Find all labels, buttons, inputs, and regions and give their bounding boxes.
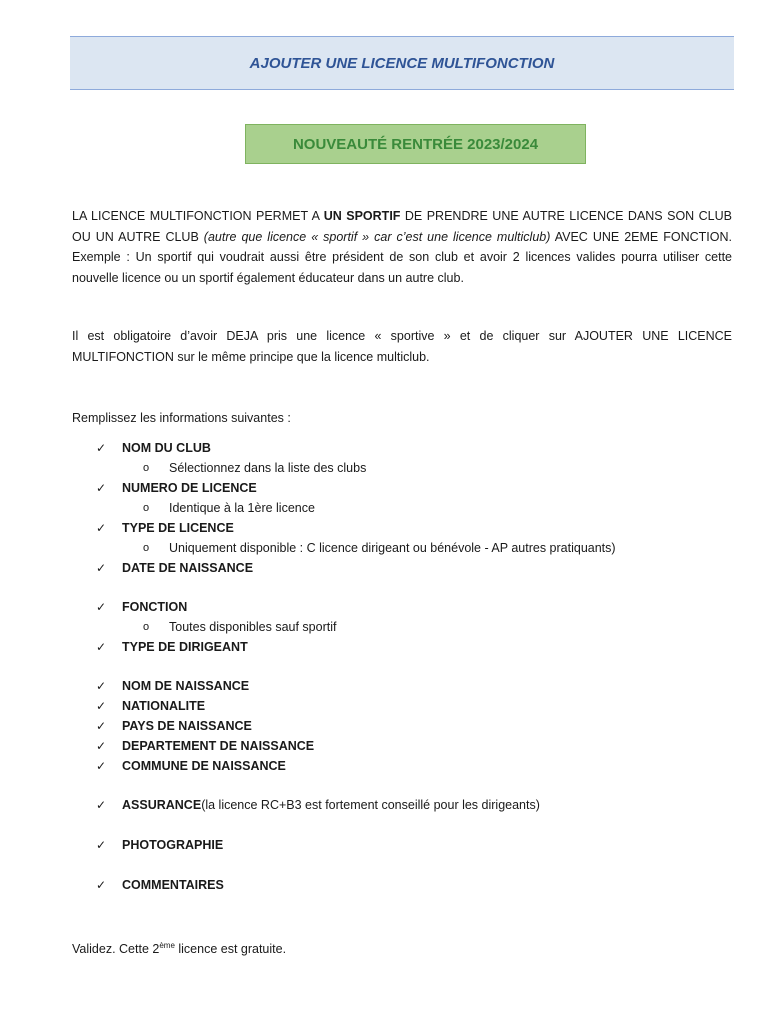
item-label: NATIONALITE <box>122 699 206 713</box>
form-intro: Remplissez les informations suivantes : <box>72 411 291 425</box>
list-item <box>96 637 248 657</box>
sub-list-item <box>143 498 315 518</box>
checkmark-icon: ✓ <box>96 679 107 693</box>
item-label: COMMENTAIRES <box>122 878 224 892</box>
list-item <box>96 438 211 458</box>
sub-list-item <box>143 458 366 478</box>
checkmark-icon: ✓ <box>96 878 107 892</box>
sub-list-item <box>143 538 616 558</box>
checkmark-icon: ✓ <box>96 719 107 733</box>
circle-bullet-icon: o <box>143 462 150 474</box>
list-item <box>96 478 257 498</box>
sub-item-text: Toutes disponibles sauf sportif <box>169 620 337 634</box>
paragraph-italic-text: (autre que licence « sportif » car c’est une licence multiclub) <box>203 229 551 244</box>
checkmark-icon: ✓ <box>96 640 107 654</box>
sub-item-text: Sélectionnez dans la liste des clubs <box>169 461 367 475</box>
sub-item-text: Uniquement disponible : C licence dirigeant ou bénévole - AP autres pratiquants) <box>169 541 616 555</box>
final-note <box>72 936 286 959</box>
list-item <box>96 736 314 756</box>
circle-bullet-icon: o <box>143 542 150 554</box>
list-item <box>96 756 286 776</box>
sub-list-item <box>143 617 336 637</box>
checkmark-icon: ✓ <box>96 699 107 713</box>
circle-bullet-icon: o <box>143 621 150 633</box>
checkmark-icon: ✓ <box>96 798 107 812</box>
list-item <box>96 716 252 736</box>
list-item <box>96 676 249 696</box>
description-paragraph <box>72 206 732 288</box>
requirement-paragraph: Il est obligatoire d’avoir DEJA pris une licence « sportive » et de cliquer sur AJOUTER UNE LICENCE MULTIFONCTION sur le même principe que la licence multiclub. <box>72 329 732 364</box>
paragraph-bold-text: UN SPORTIF <box>323 209 401 223</box>
title-banner <box>70 36 734 90</box>
final-superscript: ème <box>159 941 175 950</box>
checkmark-icon: ✓ <box>96 739 107 753</box>
list-item <box>96 518 234 538</box>
item-label: NOM DE NAISSANCE <box>122 679 250 693</box>
checkmark-icon: ✓ <box>96 838 107 852</box>
item-label: TYPE DE LICENCE <box>122 521 234 535</box>
paragraph-text: DE PRENDRE UNE AUTRE LICENCE DANS SON CLUB OU UN AUTRE CLUB <box>72 209 732 244</box>
final-text: Validez. Cette 2 <box>72 942 160 957</box>
sub-item-text: Identique à la 1ère licence <box>169 501 315 515</box>
item-label: NOM DU CLUB <box>122 441 211 455</box>
item-label: FONCTION <box>122 600 188 614</box>
item-label: ASSURANCE <box>122 798 202 812</box>
circle-bullet-icon: o <box>143 502 150 514</box>
item-label: TYPE DE DIRIGEANT <box>122 640 248 654</box>
item-label: DATE DE NAISSANCE <box>122 561 254 575</box>
list-item <box>96 597 187 617</box>
list-item <box>96 558 253 578</box>
news-banner-text: NOUVEAUTÉ RENTRÉE 2023/2024 <box>292 135 539 153</box>
item-label: NUMERO DE LICENCE <box>122 481 257 495</box>
checkmark-icon: ✓ <box>96 600 107 614</box>
checkmark-icon: ✓ <box>96 759 107 773</box>
paragraph-text: AVEC UNE 2EME FONCTION. Exemple : Un sportif qui voudrait aussi être président de son club et avoir 2 licences valides pourra utiliser cette nouvelle licence ou un sportif également éducateur dans un autre club. <box>72 229 732 285</box>
checkmark-icon: ✓ <box>96 481 107 495</box>
checkmark-icon: ✓ <box>96 561 107 575</box>
item-label: PAYS DE NAISSANCE <box>122 719 252 733</box>
checkmark-icon: ✓ <box>96 521 107 535</box>
item-note: (la licence RC+B3 est fortement conseillé pour les dirigeants) <box>201 798 540 812</box>
item-label: DEPARTEMENT DE NAISSANCE <box>122 739 315 753</box>
final-text: licence est gratuite. <box>174 942 287 957</box>
paragraph-text: LA LICENCE MULTIFONCTION PERMET A <box>72 209 324 223</box>
list-item <box>96 835 223 855</box>
page-title: AJOUTER UNE LICENCE MULTIFONCTION <box>249 54 555 72</box>
list-item <box>96 875 224 895</box>
checkmark-icon: ✓ <box>96 441 107 455</box>
list-item <box>96 795 540 815</box>
item-label: COMMUNE DE NAISSANCE <box>122 759 286 773</box>
list-item <box>96 696 205 716</box>
news-banner <box>245 124 586 164</box>
item-label: PHOTOGRAPHIE <box>122 838 224 852</box>
